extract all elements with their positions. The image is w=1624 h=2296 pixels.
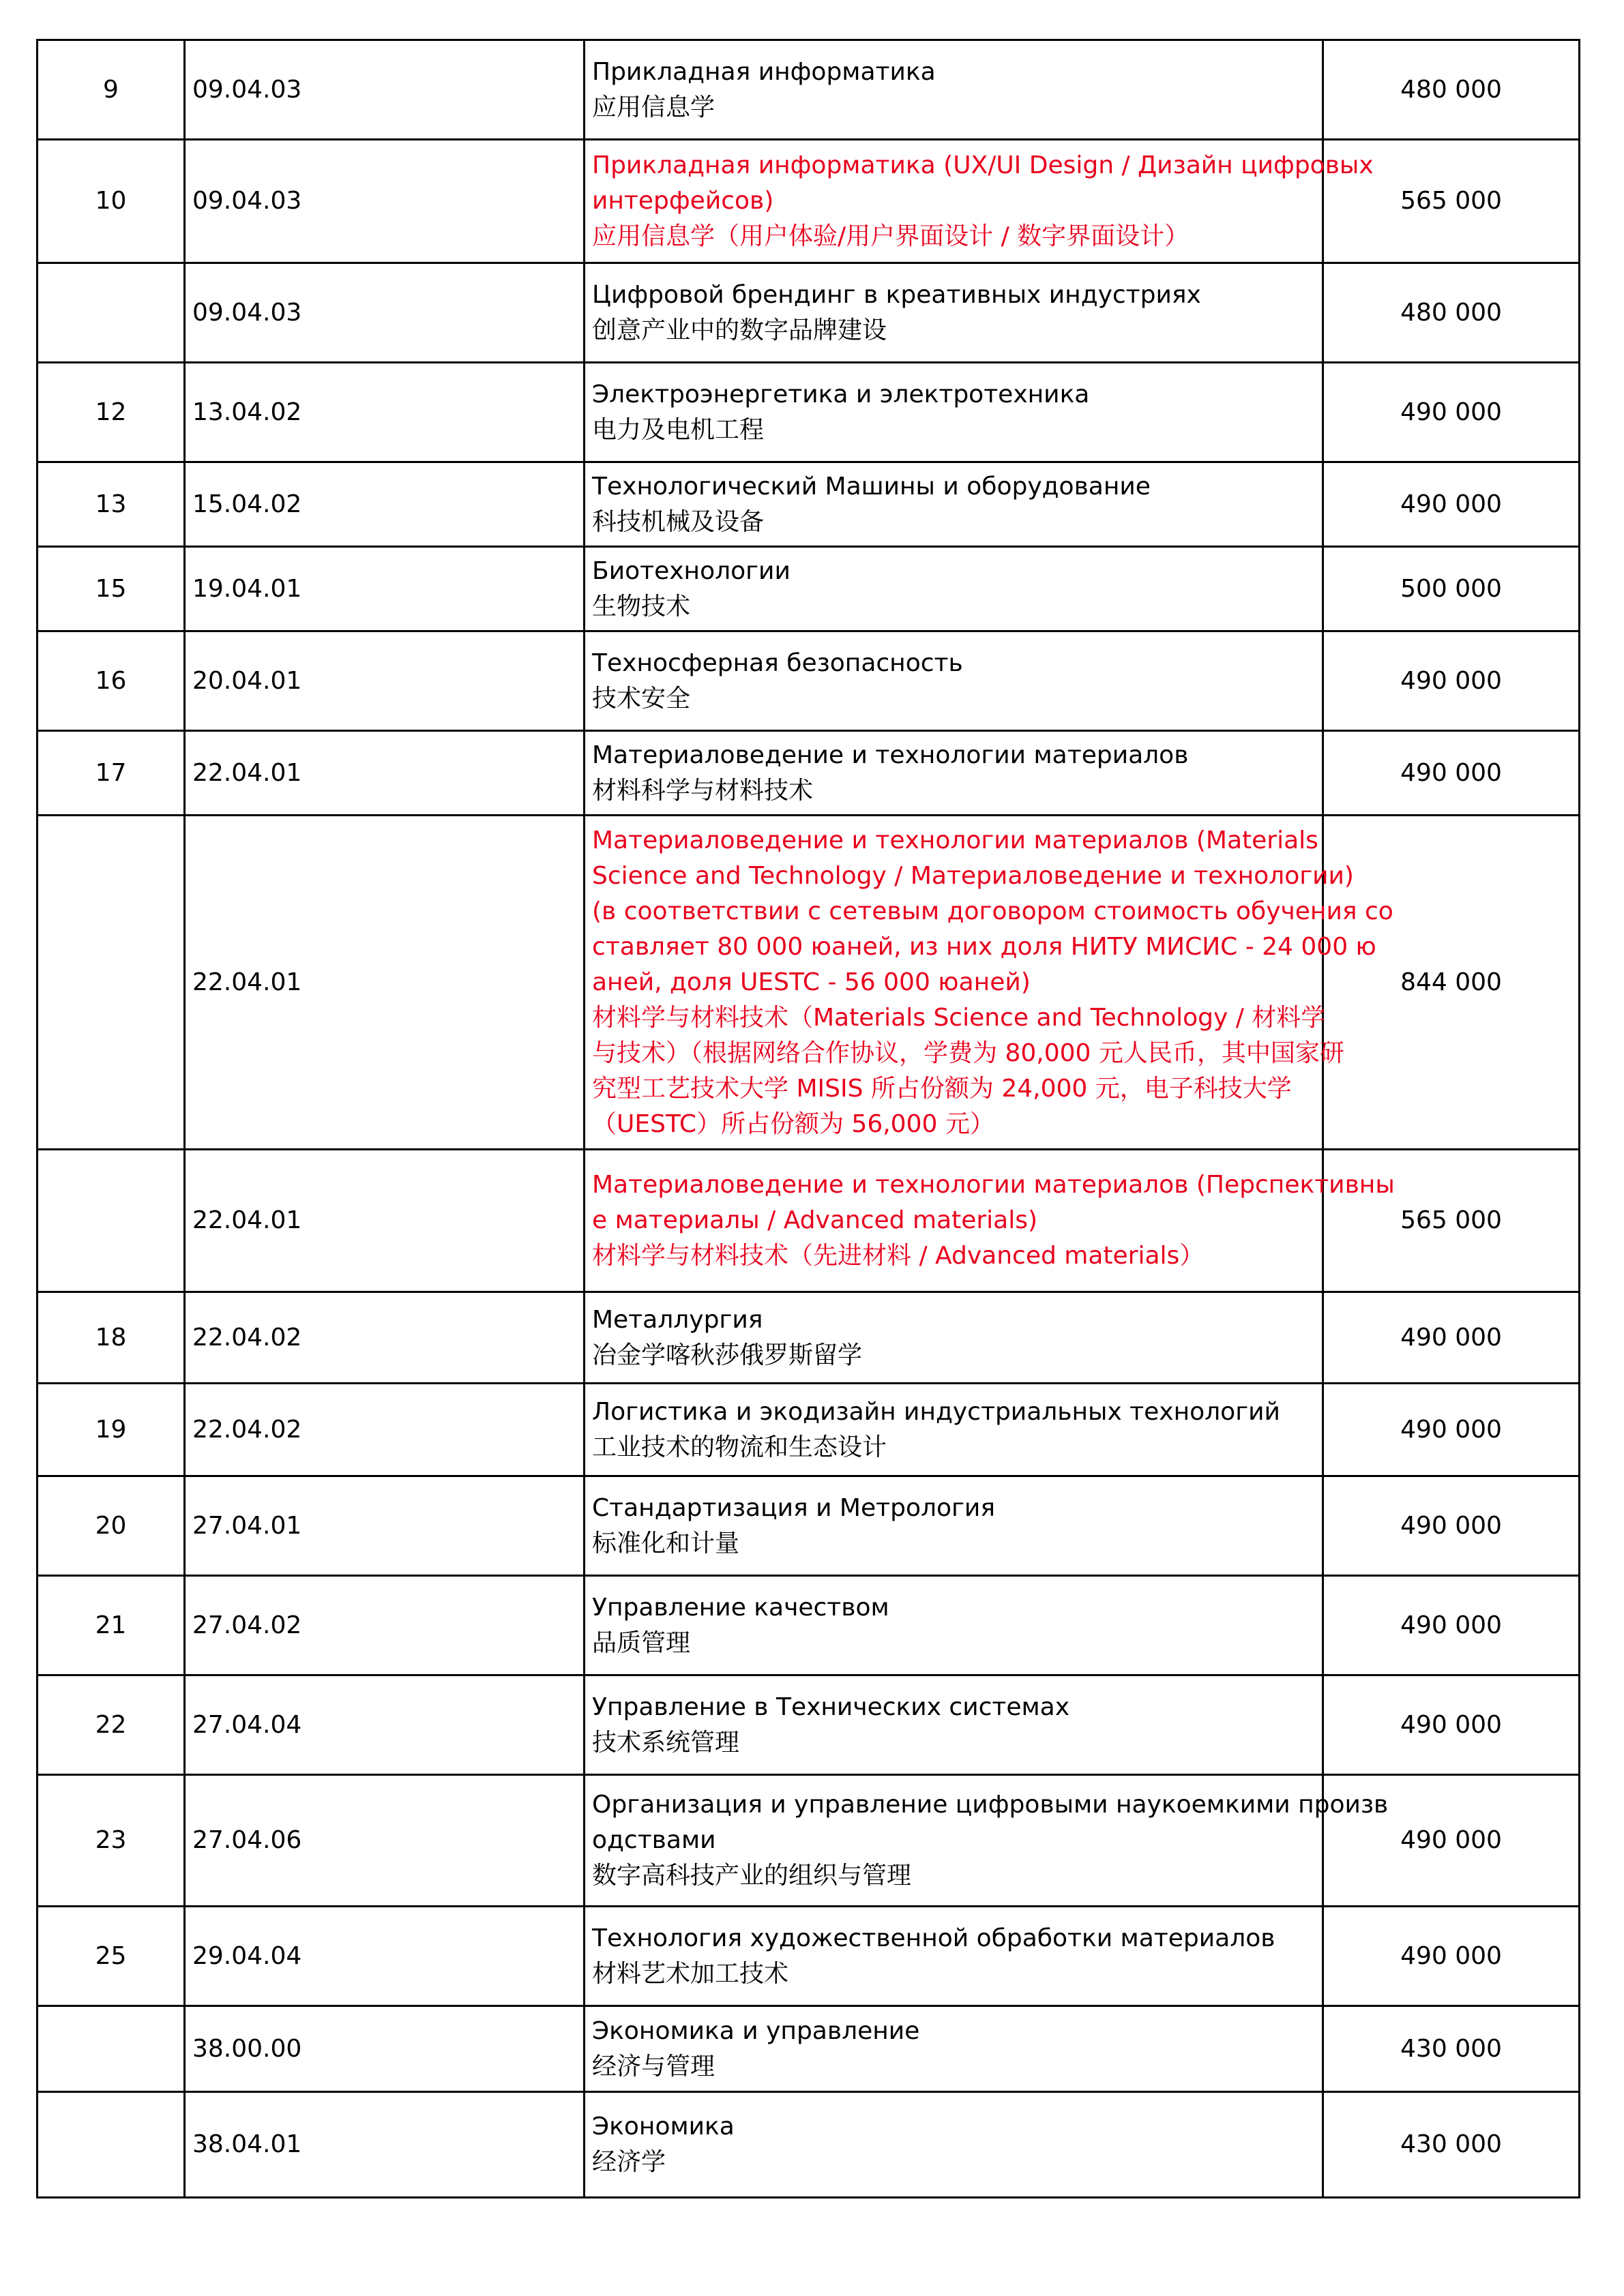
row-number-cell: 10 [38, 140, 185, 263]
tuition-price-cell: 490 000 [1323, 1907, 1580, 2006]
row-number-cell [38, 263, 185, 363]
row-number-cell: 15 [38, 547, 185, 631]
tuition-price-cell: 430 000 [1323, 2092, 1580, 2198]
table-row [38, 2006, 1580, 2092]
row-number-cell: 25 [38, 1907, 185, 2006]
tuition-price-cell: 565 000 [1323, 1150, 1580, 1292]
program-name-line: 与技术）（根据网络合作协议，学费为 80,000 元人民币，其中国家研 [592, 1039, 1344, 1067]
table-row [38, 140, 1580, 263]
program-name-line: одствами [592, 1826, 716, 1854]
tuition-price-cell: 480 000 [1323, 263, 1580, 363]
table-row [38, 2092, 1580, 2198]
program-code-cell: 22.04.02 [185, 1384, 585, 1476]
program-name-line: 工业技术的物流和生态设计 [592, 1433, 887, 1461]
program-name-cell [585, 1476, 1323, 1576]
tuition-price-cell: 490 000 [1323, 1384, 1580, 1476]
table-row [38, 1907, 1580, 2006]
program-name-line: 材料学与材料技术（先进材料 / Advanced materials） [592, 1242, 1205, 1270]
program-code-cell: 29.04.04 [185, 1907, 585, 2006]
program-name-cell [585, 1384, 1323, 1476]
tuition-price-cell: 490 000 [1323, 1576, 1580, 1675]
row-number-cell: 20 [38, 1476, 185, 1576]
tuition-price-cell: 480 000 [1323, 40, 1580, 140]
program-name-line: Биотехнологии [592, 556, 791, 585]
table-row [38, 1576, 1580, 1675]
program-code-cell: 38.00.00 [185, 2006, 585, 2092]
tuition-price-cell: 490 000 [1323, 731, 1580, 816]
program-code-cell: 22.04.01 [185, 1150, 585, 1292]
program-code-cell: 22.04.02 [185, 1292, 585, 1384]
program-name-cell [585, 731, 1323, 816]
program-name-line: Прикладная информатика [592, 57, 936, 86]
row-number-cell [38, 1150, 185, 1292]
program-name-line: Электроэнергетика и электротехника [592, 380, 1090, 408]
program-code-cell: 27.04.02 [185, 1576, 585, 1675]
table-row [38, 1150, 1580, 1292]
program-name-line: Управление качеством [592, 1593, 889, 1622]
program-name-line: Science and Technology / Материаловедение и технологии) [592, 861, 1354, 890]
table-row [38, 1384, 1580, 1476]
tuition-price-cell: 490 000 [1323, 1476, 1580, 1576]
program-name-line: 材料科学与材料技术 [592, 776, 814, 805]
program-name-line: 创意产业中的数字品牌建设 [592, 316, 887, 344]
row-number-cell: 16 [38, 631, 185, 731]
program-name-line: Организация и управление цифровыми наукоемкими произв [592, 1791, 1389, 1819]
row-number-cell: 17 [38, 731, 185, 816]
row-number-cell: 13 [38, 462, 185, 547]
program-name-cell [585, 1675, 1323, 1775]
program-name-line: ставляет 80 000 юаней, из них доля НИТУ МИСИС - 24 000 ю [592, 932, 1376, 961]
program-name-line: 技术系统管理 [592, 1728, 740, 1757]
row-number-cell: 23 [38, 1775, 185, 1907]
tuition-table-body [38, 40, 1580, 2198]
program-name-cell [585, 1907, 1323, 2006]
program-name-line: (в соответствии с сетевым договором стоимость обучения со [592, 897, 1393, 925]
program-name-cell [585, 2092, 1323, 2198]
program-name-line: 技术安全 [592, 684, 691, 713]
program-code-cell: 09.04.03 [185, 263, 585, 363]
program-code-cell: 38.04.01 [185, 2092, 585, 2198]
row-number-cell: 21 [38, 1576, 185, 1675]
table-row [38, 631, 1580, 731]
program-name-line: 电力及电机工程 [592, 415, 765, 444]
row-number-cell [38, 2006, 185, 2092]
program-name-line: Цифровой брендинг в креативных индустриях [592, 280, 1201, 309]
program-code-cell: 15.04.02 [185, 462, 585, 547]
program-name-line: интерфейсов) [592, 187, 774, 215]
program-name-line: （UESTC）所占份额为 56,000 元） [592, 1109, 994, 1138]
program-name-line: Материаловедение и технологии материалов [592, 741, 1189, 769]
program-name-line: 材料艺术加工技术 [592, 1959, 789, 1988]
program-code-cell: 09.04.03 [185, 40, 585, 140]
table-row [38, 1476, 1580, 1576]
program-code-cell: 20.04.01 [185, 631, 585, 731]
row-number-cell: 12 [38, 363, 185, 462]
table-row [38, 1775, 1580, 1907]
tuition-table [36, 39, 1580, 2198]
table-row [38, 263, 1580, 363]
tuition-price-cell: 490 000 [1323, 1292, 1580, 1384]
program-code-cell: 09.04.03 [185, 140, 585, 263]
row-number-cell: 18 [38, 1292, 185, 1384]
table-row [38, 816, 1580, 1150]
table-row [38, 462, 1580, 547]
row-number-cell: 19 [38, 1384, 185, 1476]
program-name-line: е материалы / Advanced materials) [592, 1206, 1038, 1234]
program-code-cell: 22.04.01 [185, 816, 585, 1150]
program-name-line: 应用信息学 [592, 93, 715, 121]
program-name-line: 材料学与材料技术（Materials Science and Technology / 材料学 [592, 1003, 1326, 1032]
tuition-price-cell: 430 000 [1323, 2006, 1580, 2092]
table-row [38, 547, 1580, 631]
program-name-line: Прикладная информатика (UX/UI Design / Дизайн цифровых [592, 151, 1374, 179]
row-number-cell: 22 [38, 1675, 185, 1775]
program-name-line: Материаловедение и технологии материалов (Materials [592, 826, 1318, 854]
program-name-line: 品质管理 [592, 1628, 691, 1657]
program-name-line: Техносферная безопасность [592, 648, 963, 677]
program-name-cell [585, 1775, 1389, 1907]
program-code-cell: 13.04.02 [185, 363, 585, 462]
program-name-cell [585, 140, 1374, 263]
program-name-cell [585, 2006, 1323, 2092]
program-name-line: 究型工艺技术大学 MISIS 所占份额为 24,000 元，电子科技大学 [592, 1074, 1292, 1103]
program-name-line: 生物技术 [592, 592, 691, 621]
program-name-line: 数字高科技产业的组织与管理 [592, 1862, 912, 1890]
program-name-cell [585, 462, 1323, 547]
program-name-line: Логистика и экодизайн индустриальных технологий [592, 1397, 1280, 1426]
table-row [38, 1675, 1580, 1775]
program-name-cell [585, 263, 1323, 363]
program-name-cell [585, 363, 1323, 462]
program-code-cell: 22.04.01 [185, 731, 585, 816]
program-name-line: Технология художественной обработки материалов [592, 1924, 1275, 1952]
row-number-cell: 9 [38, 40, 185, 140]
tuition-price-cell: 490 000 [1323, 631, 1580, 731]
program-name-line: Металлургия [592, 1305, 763, 1334]
program-name-line: 标准化和计量 [592, 1529, 740, 1557]
program-name-line: 应用信息学（用户体验/用户界面设计 / 数字界面设计） [592, 222, 1190, 250]
table-row [38, 731, 1580, 816]
program-name-cell [585, 40, 1323, 140]
table-row [38, 40, 1580, 140]
tuition-price-cell: 565 000 [1323, 140, 1580, 263]
program-code-cell: 27.04.01 [185, 1476, 585, 1576]
program-name-line: аней, доля UESTC - 56 000 юаней) [592, 968, 1031, 996]
tuition-price-cell: 490 000 [1323, 462, 1580, 547]
tuition-price-cell: 500 000 [1323, 547, 1580, 631]
tuition-price-cell: 490 000 [1323, 363, 1580, 462]
program-name-line: 经济学 [592, 2148, 666, 2176]
program-code-cell: 27.04.06 [185, 1775, 585, 1907]
tuition-price-cell: 844 000 [1323, 816, 1580, 1150]
program-name-line: Технологический Машины и оборудование [592, 472, 1151, 501]
program-name-cell [585, 1292, 1323, 1384]
program-name-cell [585, 816, 1393, 1150]
tuition-price-cell: 490 000 [1323, 1675, 1580, 1775]
row-number-cell [38, 816, 185, 1150]
program-name-line: Управление в Технических системах [592, 1693, 1070, 1721]
program-name-cell [585, 547, 1323, 631]
table-row [38, 363, 1580, 462]
program-name-line: Экономика [592, 2113, 735, 2141]
tuition-price-cell: 490 000 [1323, 1775, 1580, 1907]
program-name-line: 冶金学喀秋莎俄罗斯留学 [592, 1341, 863, 1369]
program-name-line: 科技机械及设备 [592, 507, 765, 536]
program-code-cell: 19.04.01 [185, 547, 585, 631]
table-row [38, 1292, 1580, 1384]
program-name-cell [585, 1150, 1395, 1292]
program-name-line: Материаловедение и технологии материалов (Перспективны [592, 1171, 1395, 1199]
program-code-cell: 27.04.04 [185, 1675, 585, 1775]
program-name-line: 经济与管理 [592, 2052, 715, 2081]
program-name-cell [585, 1576, 1323, 1675]
program-name-line: Экономика и управление [592, 2016, 920, 2045]
program-name-cell [585, 631, 1323, 731]
program-name-line: Стандартизация и Метрология [592, 1493, 995, 1522]
row-number-cell [38, 2092, 185, 2198]
